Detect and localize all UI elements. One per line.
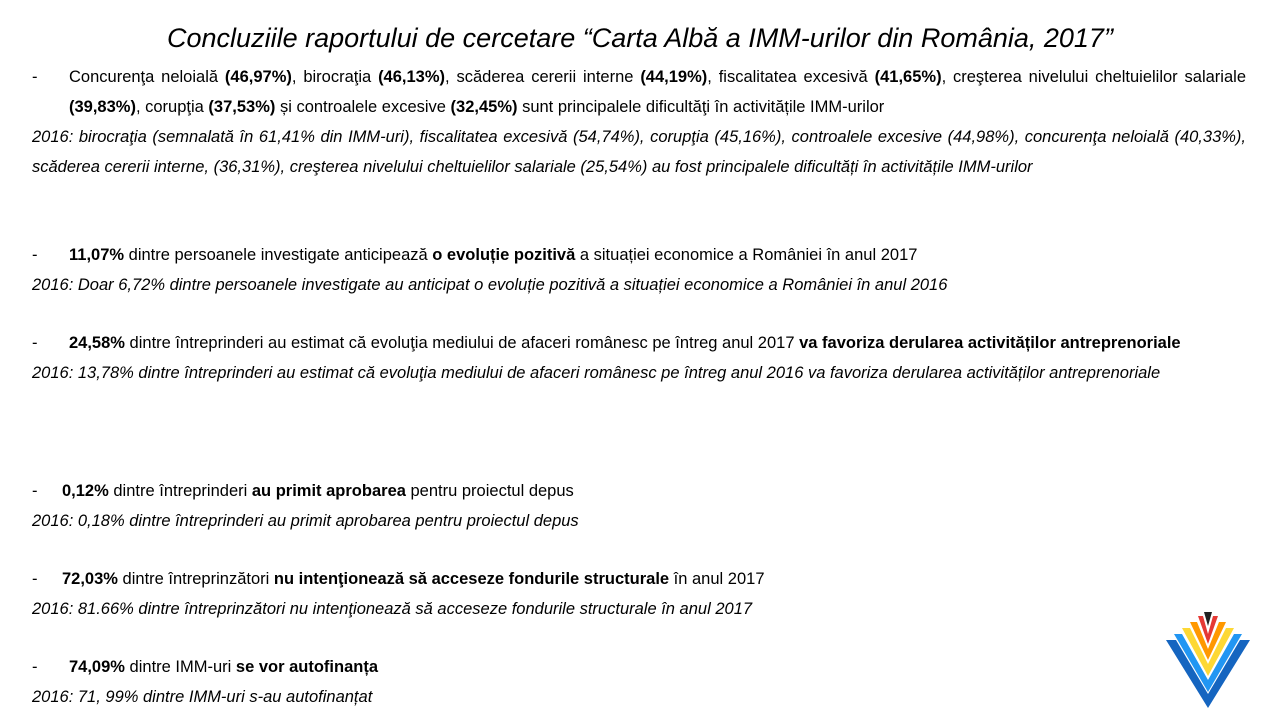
bullet-dash: - xyxy=(32,334,38,352)
note-2016: 2016: birocraţia (semnalată în 61,41% din IMM-uri), fiscalitatea excesivă (54,74%), corupţia (45,16%), controalele excesive (44,98%), concurenţa neloială (40,33%), scăderea cererii interne, (36,31%), creşterea nivelului cheltuielilor salariale (25,54%) au fost principalele dificultăți în activitățile IMM-urilor xyxy=(32,128,1246,176)
note-2016: 2016: 13,78% dintre întreprinderi au estimat că evoluţia mediului de afaceri românesc pe întreg anul 2016 va favoriza derularea activităților antreprenoriale xyxy=(32,364,1161,382)
bullet-dash: - xyxy=(32,570,38,588)
bullet-highlight: se vor autofinanța xyxy=(235,658,379,676)
note-2016: 2016: 81.66% dintre întreprinzători nu intenţionează să acceseze fondurile structurale în anul 2017 xyxy=(32,600,753,618)
bullet-highlight: va favoriza derularea activităților antreprenoriale xyxy=(799,334,1181,352)
bullet-highlight: 0,12% xyxy=(62,482,109,500)
page-title: Concluziile raportului de cercetare “Carta Albă a IMM-urilor din România, 2017” xyxy=(167,23,1113,53)
bullet-highlight: (39,83%) xyxy=(69,98,136,116)
conclusion-bullet xyxy=(32,476,1246,506)
conclusion-bullet xyxy=(32,652,1152,682)
bullet-highlight: nu intenţionează să acceseze fondurile structurale xyxy=(273,570,670,588)
bullet-highlight: 72,03% xyxy=(62,570,118,588)
conclusion-item xyxy=(32,240,1246,300)
note-2016: 2016: 0,18% dintre întreprinderi au primit aprobarea pentru proiectul depus xyxy=(32,512,579,530)
conclusion-item xyxy=(32,652,1152,712)
bullet-text: Concurenţa neloială xyxy=(69,68,225,86)
bullet-highlight: (32,45%) xyxy=(450,98,518,116)
bullet-text: dintre întreprinderi xyxy=(108,482,252,500)
bullet-text: dintre întreprinzători xyxy=(117,570,274,588)
logo-chevron-icon xyxy=(1166,612,1250,708)
bullet-text: și controalele excesive xyxy=(275,98,451,116)
bullet-text: pentru proiectul depus xyxy=(405,482,574,500)
bullet-highlight: 24,58% xyxy=(69,334,125,352)
bullet-text: a situației economice a României în anul 2017 xyxy=(575,246,918,264)
bullet-highlight: o evoluție pozitivă xyxy=(432,246,576,264)
bullet-highlight: au primit aprobarea xyxy=(251,482,406,500)
bullet-highlight: 74,09% xyxy=(69,658,125,676)
bullet-text: , corupţia xyxy=(135,98,209,116)
bullet-highlight: 11,07% xyxy=(69,246,125,264)
conclusion-bullet xyxy=(32,564,1246,594)
conclusion-item xyxy=(32,62,1246,182)
conclusion-bullet xyxy=(32,328,1246,358)
bullet-text: , birocraţia xyxy=(291,68,379,86)
note-2016: 2016: Doar 6,72% dintre persoanele investigate au anticipat o evoluție pozitivă a situației economice a României în anul 2016 xyxy=(32,276,948,294)
bullet-text: în anul 2017 xyxy=(669,570,765,588)
bullet-text: dintre întreprinderi au estimat că evoluţia mediului de afaceri românesc pe întreg anul 2017 xyxy=(124,334,800,352)
bullet-text: , scăderea cererii interne xyxy=(445,68,641,86)
bullet-text: , fiscalitatea excesivă xyxy=(707,68,875,86)
bullet-text: dintre persoanele investigate anticipează xyxy=(124,246,433,264)
bullet-highlight: (44,19%) xyxy=(640,68,708,86)
bullet-text: dintre IMM-uri xyxy=(124,658,236,676)
logo-stripe xyxy=(1204,612,1212,626)
bullet-dash: - xyxy=(32,246,38,264)
conclusion-item xyxy=(32,476,1246,536)
bullet-dash: - xyxy=(32,68,38,86)
bullet-text: sunt principalele dificultăţi în activitățile IMM-urilor xyxy=(517,98,885,116)
bullet-dash: - xyxy=(32,482,38,500)
bullet-highlight: (46,97%) xyxy=(224,68,292,86)
bullet-dash: - xyxy=(32,658,38,676)
bullet-text: , creşterea nivelului cheltuielilor salariale xyxy=(941,68,1246,86)
conclusion-bullet xyxy=(32,240,1246,270)
bullet-highlight: (41,65%) xyxy=(874,68,942,86)
note-2016: 2016: 71, 99% dintre IMM-uri s-au autofinanțat xyxy=(32,688,373,706)
bullet-highlight: (37,53%) xyxy=(208,98,276,116)
conclusion-item xyxy=(32,564,1246,624)
conclusion-item xyxy=(32,328,1246,388)
bullet-highlight: (46,13%) xyxy=(378,68,446,86)
conclusion-bullet xyxy=(32,62,1246,122)
